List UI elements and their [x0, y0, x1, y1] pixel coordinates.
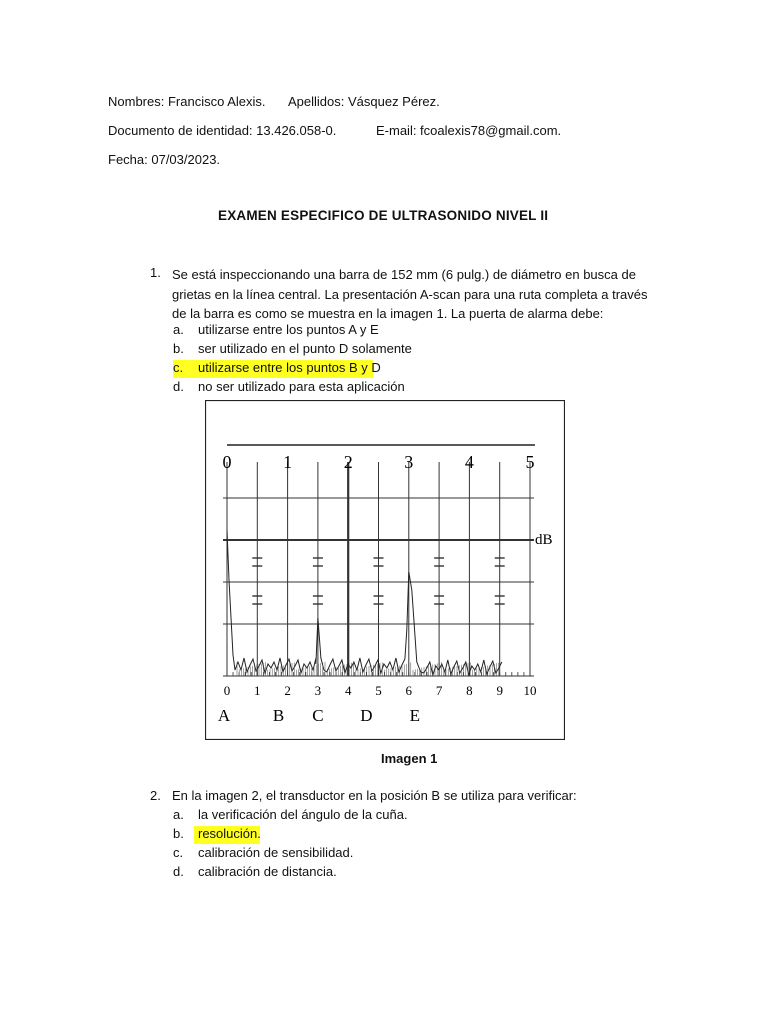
bottom-scale-label: 1	[254, 683, 261, 698]
date-field: Fecha: 07/03/2023.	[108, 152, 221, 167]
top-scale-label: 4	[464, 452, 474, 472]
q1-option-b-letter: b.	[173, 341, 184, 356]
q1-option-a-letter: a.	[173, 322, 184, 337]
point-label: D	[360, 706, 373, 725]
bottom-scale-label: 4	[344, 683, 352, 698]
q2-option-a-text: la verificación del ángulo de la cuña.	[198, 807, 408, 822]
question-1-number: 1.	[150, 265, 161, 280]
q2-option-d-text: calibración de distancia.	[198, 864, 337, 879]
q2-option-c-text: calibración de sensibilidad.	[198, 845, 354, 860]
point-label: E	[409, 706, 421, 725]
q1-option-c-letter: c.	[173, 360, 184, 375]
q2-option-c-letter: c.	[173, 845, 184, 860]
top-scale-label: 2	[343, 452, 353, 472]
bottom-scale-label: 10	[523, 683, 537, 698]
top-scale-label: 1	[283, 452, 293, 472]
q2-option-b-letter: b.	[173, 826, 184, 841]
q2-option-a-letter: a.	[173, 807, 184, 822]
bottom-scale-label: 3	[314, 683, 322, 698]
question-1-text: Se está inspeccionando una barra de 152 mm (6 pulg.) de diámetro en busca de grietas en la línea central. La presentación A-scan para una ruta completa a través de la barra es como se muestra en la imagen 1. La puerta de alarma debe:	[172, 267, 648, 321]
point-label: A	[217, 706, 231, 725]
email-field: E-mail: fcoalexis78@gmail.com.	[376, 123, 562, 138]
q1-option-b-text: ser utilizado en el punto D solamente	[198, 341, 412, 356]
top-scale-label: 0	[222, 452, 232, 472]
names-field: Nombres: Francisco Alexis.	[108, 94, 266, 109]
top-scale-label: 5	[525, 452, 535, 472]
bottom-scale-label: 9	[496, 683, 503, 698]
q2-option-b-text: resolución.	[198, 826, 261, 841]
question-2-number: 2.	[150, 788, 161, 803]
q1-option-c-text: utilizarse entre los puntos B y D	[198, 360, 381, 375]
bottom-scale-label: 5	[375, 683, 382, 698]
point-label: C	[312, 706, 324, 725]
bottom-scale-label: 0	[223, 683, 231, 698]
bottom-scale-label: 6	[405, 683, 413, 698]
exam-title: EXAMEN ESPECIFICO DE ULTRASONIDO NIVEL II	[218, 208, 549, 223]
surnames-field: Apellidos: Vásquez Pérez.	[288, 94, 440, 109]
q1-option-d-text: no ser utilizado para esta aplicación	[198, 379, 405, 394]
db-label: dB	[535, 532, 553, 548]
a-scan-figure	[205, 400, 565, 740]
q2-option-d-letter: d.	[173, 864, 184, 879]
q1-option-a-text: utilizarse entre los puntos A y E	[198, 322, 379, 337]
question-2-text: En la imagen 2, el transductor en la posición B se utiliza para verificar:	[172, 788, 577, 803]
bottom-scale-label: 8	[466, 683, 473, 698]
bottom-scale-label: 2	[284, 683, 291, 698]
top-scale-label: 3	[404, 452, 414, 472]
point-label: B	[272, 706, 285, 725]
bottom-scale-label: 7	[435, 683, 443, 698]
id-document-field: Documento de identidad: 13.426.058-0.	[108, 123, 337, 138]
figure-caption: Imagen 1	[381, 751, 438, 766]
q1-option-d-letter: d.	[173, 379, 184, 394]
